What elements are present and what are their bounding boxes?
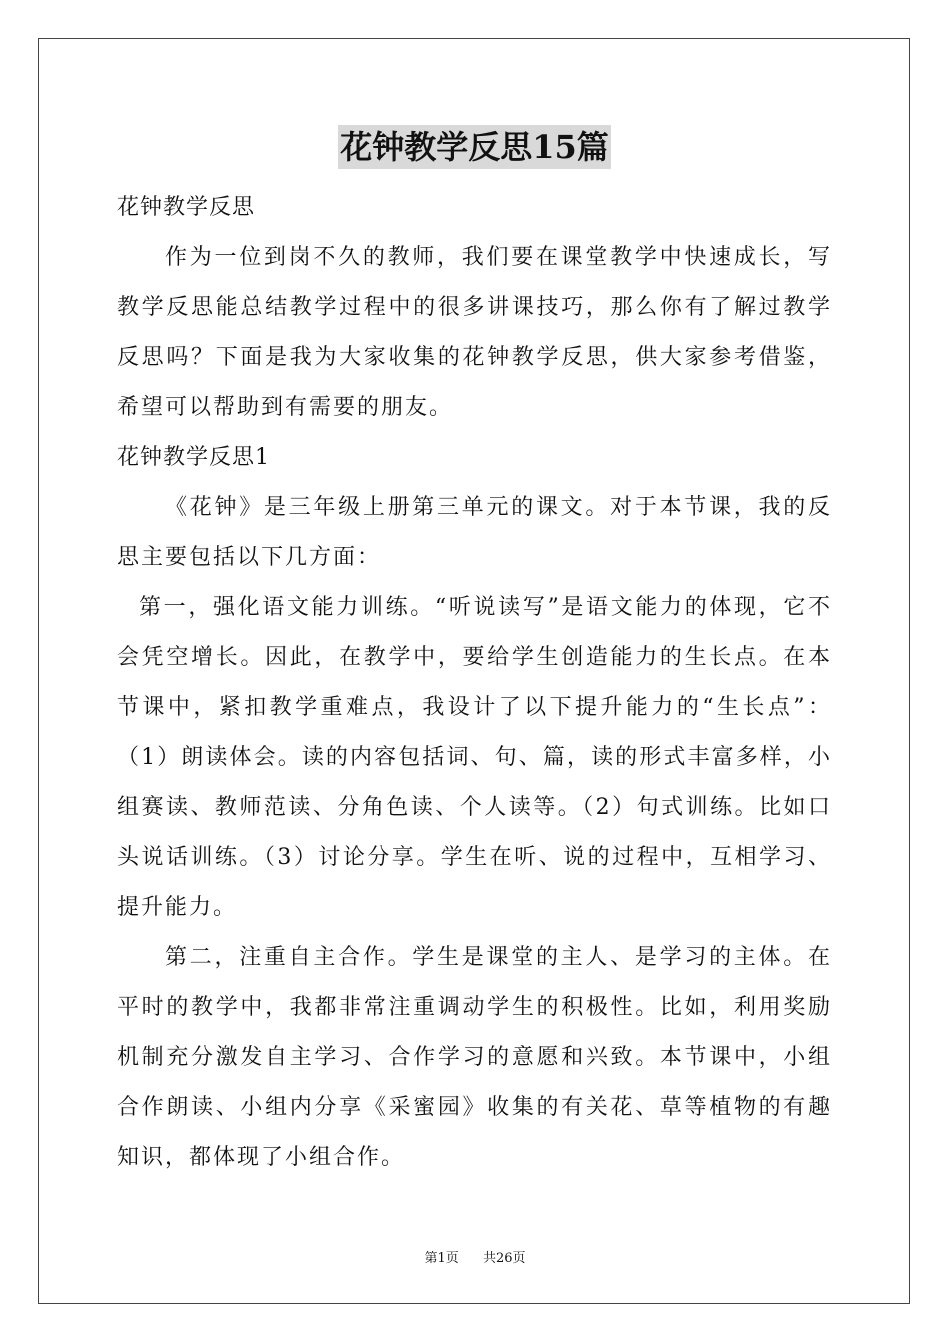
paragraph-first-point: 第一，强化语文能力训练。“听说读写”是语文能力的体现，它不会凭空增长。因此，在教学中，要给学生创造能力的生长点。在本节课中，紧扣教学重难点，我设计了以下提升能力的“生长点”：（1）朗读体会。读的内容包括词、句、篇，读的形式丰富多样，小组赛读、教师范读、分角色读、个人读等。（2）句式训练。比如口头说话训练。（3）讨论分享。学生在听、说的过程中，互相学习、提升能力。 (117, 595, 832, 920)
paragraph-overview: 《花钟》是三年级上册第三单元的课文。对于本节课，我的反思主要包括以下几方面： (117, 495, 832, 570)
paragraph-second-point: 第二，注重自主合作。学生是课堂的主人、是学习的主体。在平时的教学中，我都非常注重调动学生的积极性。比如，利用奖励机制充分激发自主学习、合作学习的意愿和兴致。本节课中，小组合作朗读、小组内分享《采蜜园》收集的有关花、草等植物的有趣知识，都体现了小组合作。 (117, 945, 832, 1170)
page-number: 第1页 (424, 1251, 459, 1266)
document-title: 花钟教学反思15篇 (338, 125, 611, 169)
total-pages: 共26页 (483, 1251, 526, 1266)
intro-paragraph: 作为一位到岗不久的教师，我们要在课堂教学中快速成长，写教学反思能总结教学过程中的很多讲课技巧，那么你有了解过教学反思吗？下面是我为大家收集的花钟教学反思，供大家参考借鉴，希望可以帮助到有需要的朋友。 (117, 245, 832, 420)
section-heading-intro: 花钟教学反思 (117, 195, 256, 220)
page-footer (0, 1247, 950, 1266)
document-body (117, 125, 832, 1183)
title-container (117, 125, 832, 169)
section-heading-1: 花钟教学反思1 (117, 445, 270, 470)
